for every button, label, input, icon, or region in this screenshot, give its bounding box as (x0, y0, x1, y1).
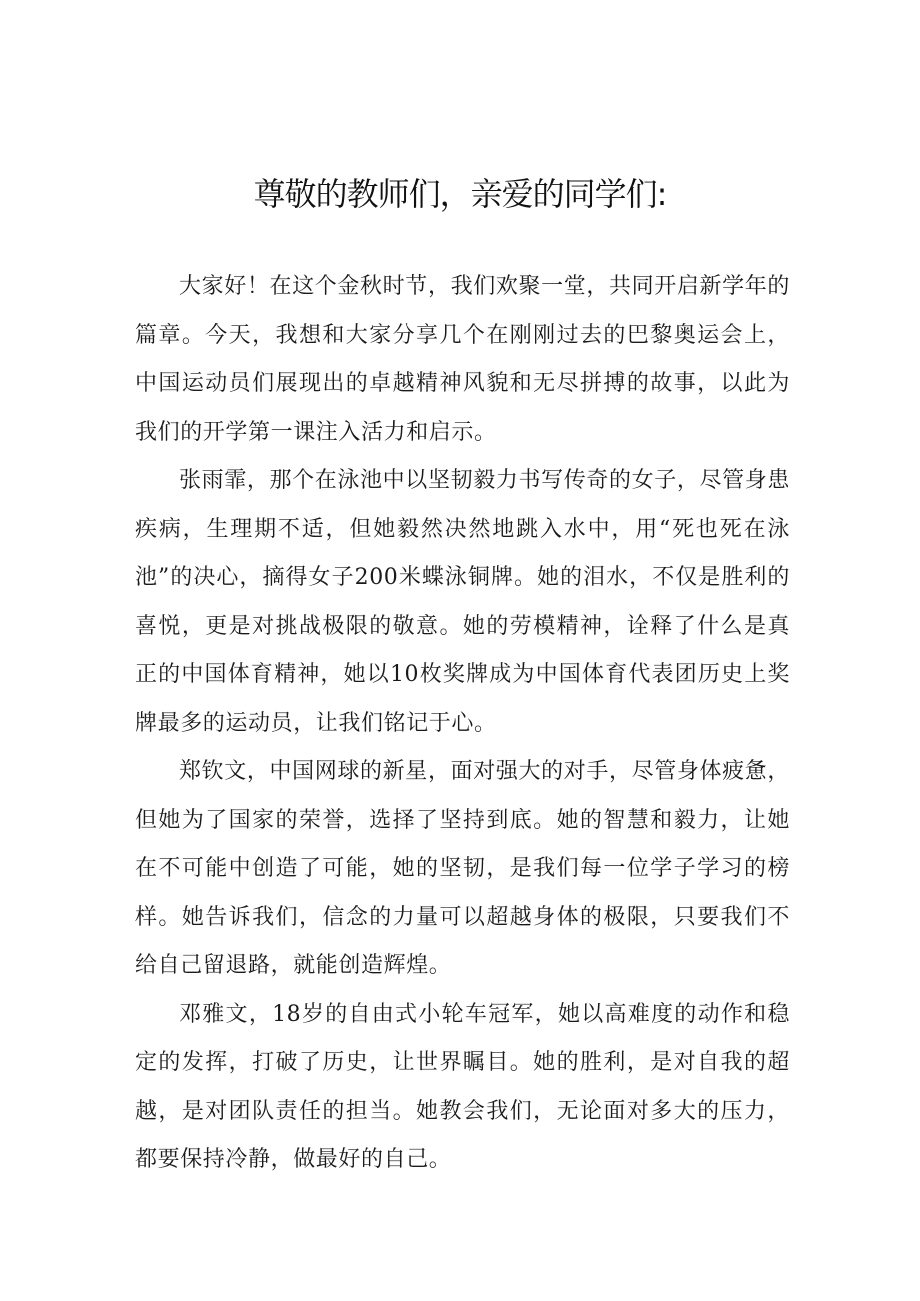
page-title: 尊敬的教师们，亲爱的同学们: (253, 175, 667, 213)
paragraph-greeting: 大家好！在这个金秋时节，我们欢聚一堂，共同开启新学年的篇章。今天，我想和大家分享几个在刚刚过去的巴黎奥运会上，中国运动员们展现出的卓越精神风貌和无尽拼搏的故事，以此为我们的开学第一课注入活力和启示。 (135, 274, 790, 445)
paragraph-zheng-qinwen: 郑钦文，中国网球的新星，面对强大的对手，尽管身体疲惫，但她为了国家的荣誉，选择了坚持到底。她的智慧和毅力，让她在不可能中创造了可能，她的坚韧，是我们每一位学子学习的榜样。她告诉我们，信念的力量可以超越身体的极限，只要我们不给自己留退路，就能创造辉煌。 (135, 759, 790, 978)
paragraph-zhang-yufei: 张雨霏，那个在泳池中以坚韧毅力书写传奇的女子，尽管身患疾病，生理期不适，但她毅然决然地跳入水中，用“死也死在泳池”的决心，摘得女子200米蝶泳铜牌。她的泪水，不仅是胜利的喜悦，更是对挑战极限的敬意。她的劳模精神，诠释了什么是真正的中国体育精神，她以10枚奖牌成为中国体育代表团历史上奖牌最多的运动员，让我们铭记于心。 (135, 468, 790, 736)
speech-body (135, 263, 790, 1185)
paragraph-deng-yawen: 邓雅文，18岁的自由式小轮车冠军，她以高难度的动作和稳定的发挥，打破了历史，让世界瞩目。她的胜利，是对自我的超越，是对团队责任的担当。她教会我们，无论面对多大的压力，都要保持冷静，做最好的自己。 (135, 1001, 790, 1172)
